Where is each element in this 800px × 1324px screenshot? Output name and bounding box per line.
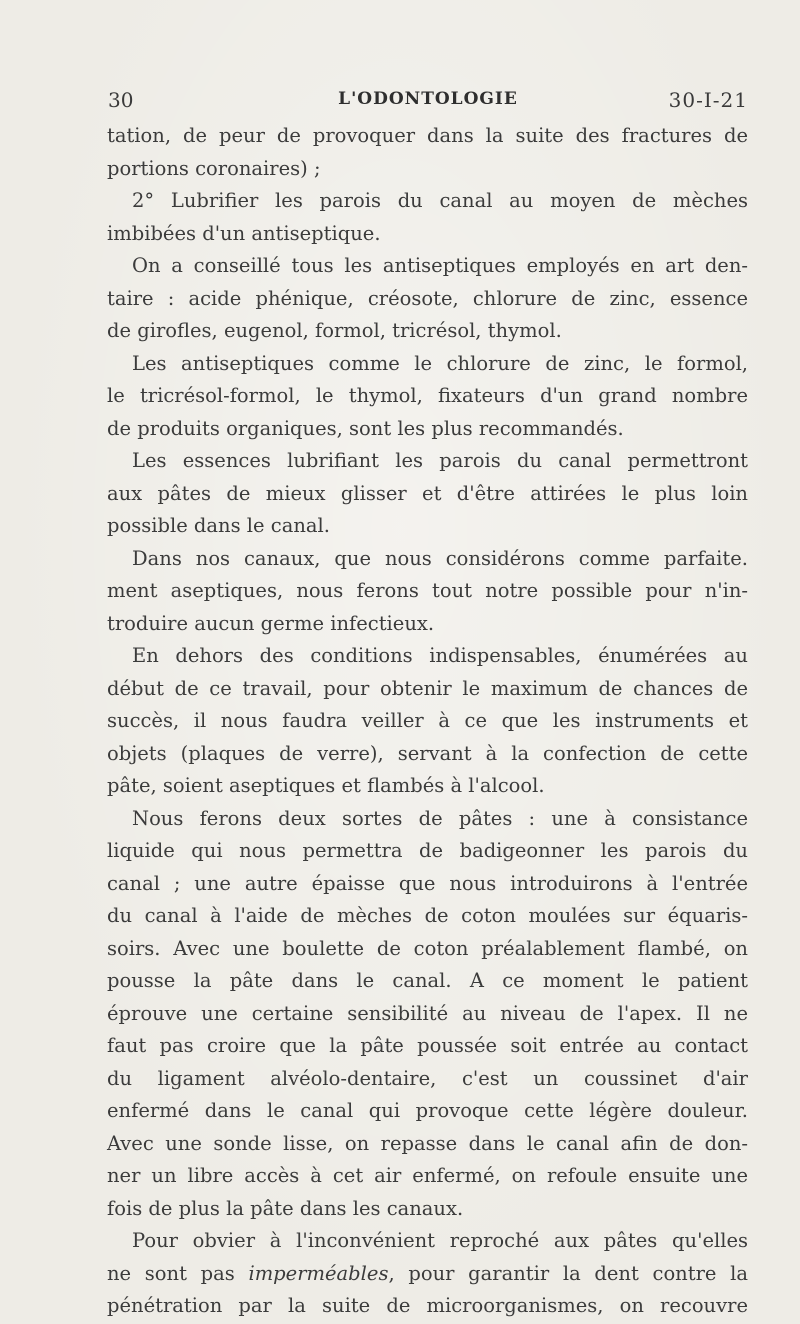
text-line: Les antiseptiques comme le chlorure de zinc, le formol, [132,351,748,375]
text-line: de produits organiques, sont les plus recommandés. [107,416,624,440]
page-number: 30 [108,88,134,112]
text-line: troduire aucun germe infectieux. [107,611,435,635]
text-line: le tricrésol-formol, le thymol, fixateurs d'un grand nombre [107,384,748,407]
text-line: imbibées d'un antiseptique. [107,221,381,245]
text-line: objets (plaques de verre), servant à la confection de cette [107,741,748,765]
text-line: Nous ferons deux sortes de pâtes : une à consistance [132,806,748,830]
text-line: ner un libre accès à cet air enfermé, on refoule ensuite une [107,1164,748,1187]
text-fragment: , pour garantir la dent contre la [388,1261,748,1285]
text-line: pâte, soient aseptiques et flambés à l'alcool. [107,774,545,797]
running-title: L'ODONTOLOGIE [338,89,518,109]
text-fragment: ne sont pas [107,1261,235,1285]
text-line: faut pas croire que la pâte poussée soit entrée au contact [107,1034,748,1057]
text-line: Dans nos canaux, que nous considérons comme parfaite. [132,546,748,570]
text-line: enfermé dans le canal qui provoque cette légère douleur. [107,1099,748,1122]
text-line: de girofles, eugenol, formol, tricrésol, thymol. [107,319,562,342]
text-line: début de ce travail, pour obtenir le maximum de chances de [107,676,748,700]
text-line: pousse la pâte dans le canal. A ce moment le patient [107,969,748,992]
text-line: possible dans le canal. [107,514,330,537]
text-line: du ligament alvéolo-dentaire, c'est un coussinet d'air [107,1066,748,1090]
text-line: fois de plus la pâte dans les canaux. [107,1196,464,1220]
text-line: 2° Lubrifier les parois du canal au moyen de mèches [132,189,748,212]
text-line: tation, de peur de provoquer dans la suite des fractures de [107,124,748,147]
text-line: Avec une sonde lisse, on repasse dans le canal afin de don- [107,1131,748,1155]
issue-date: 30-I-21 [668,88,748,112]
text-line: portions coronaires) ; [107,156,321,180]
text-line: canal ; une autre épaisse que nous introduirons à l'entrée [107,871,748,895]
text-line: taire : acide phénique, créosote, chlorure de zinc, essence [107,286,748,310]
text-line-with-emphasis [107,1258,748,1291]
text-line: soirs. Avec une boulette de coton préalablement flambé, on [107,936,748,960]
text-line: En dehors des conditions indispensables, énumérées au [132,644,748,667]
running-header [108,88,748,118]
text-line: Les essences lubrifiant les parois du canal permettront [132,449,748,472]
text-line: Pour obvier à l'inconvénient reproché aux pâtes qu'elles [132,1229,748,1252]
text-line: On a conseillé tous les antiseptiques employés en art den- [132,254,748,277]
body-text [107,120,748,1323]
text-line: pénétration par la suite de microorganismes, on recouvre [107,1294,748,1317]
text-line: du canal à l'aide de mèches de coton moulées sur équaris- [107,904,748,927]
text-line: liquide qui nous permettra de badigeonner les parois du [107,839,748,862]
text-line: éprouve une certaine sensibilité au niveau de l'apex. Il ne [107,1001,748,1025]
text-line: succès, il nous faudra veiller à ce que les instruments et [107,709,748,732]
italic-term: imperméables [248,1261,389,1285]
text-line: ment aseptiques, nous ferons tout notre possible pour n'in- [107,579,748,602]
text-line: aux pâtes de mieux glisser et d'être attirées le plus loin [107,481,748,505]
